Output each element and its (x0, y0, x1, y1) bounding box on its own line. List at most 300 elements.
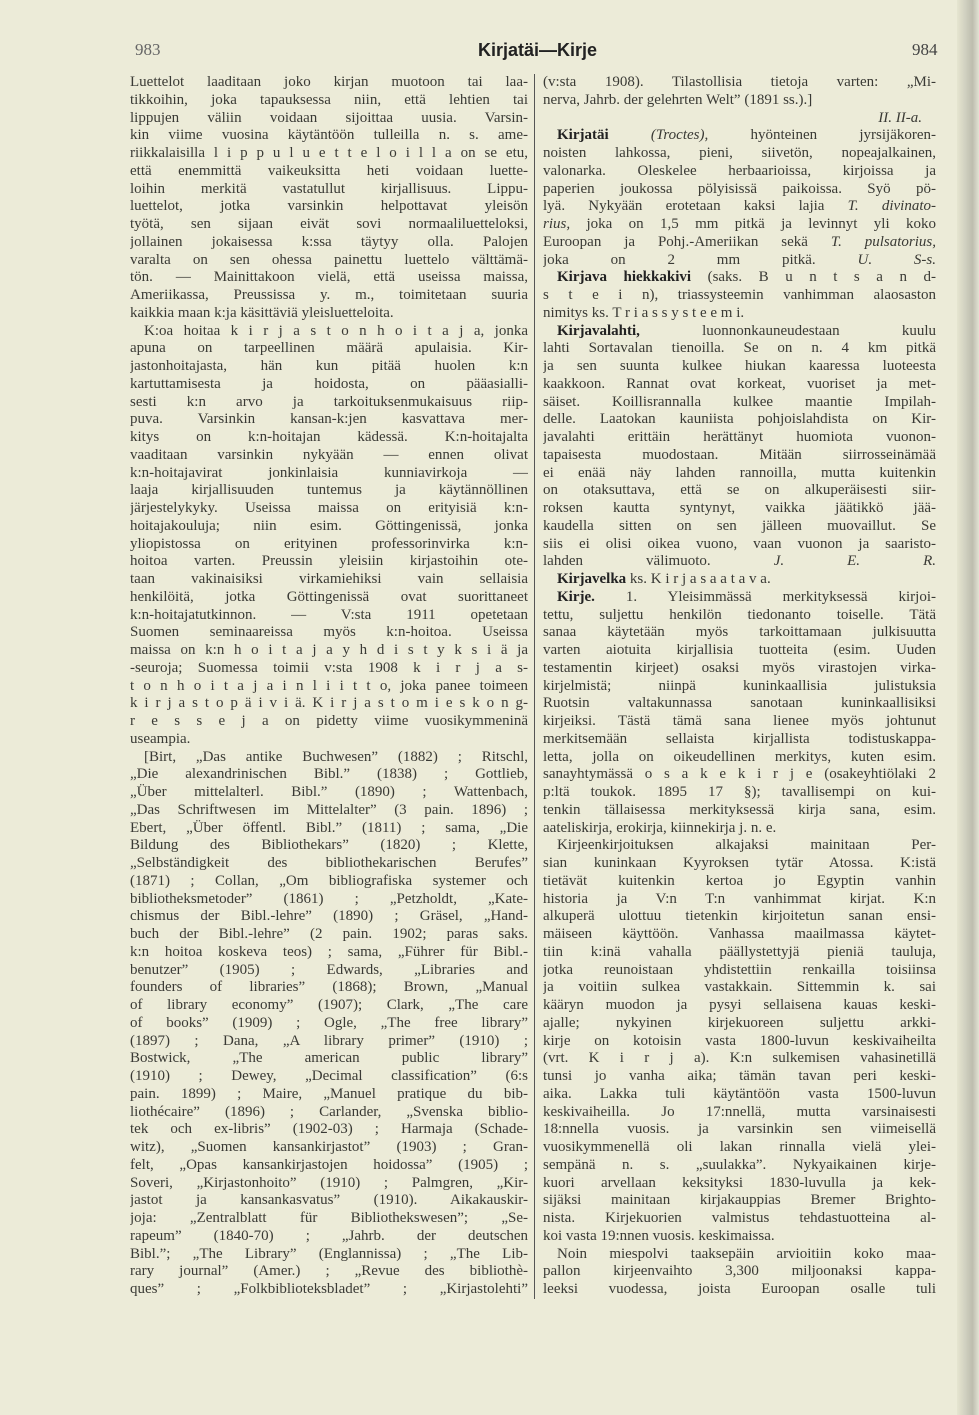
text-segment: Bostwick, „The american public library” (130, 1050, 528, 1067)
text-line (130, 962, 528, 980)
text-segment: noisten lahkossa, pieni, siivetön, nopeajalkainen, (543, 145, 936, 161)
text-segment: (1910) ; Dewey, „Decimal classification” (6:s (130, 1068, 528, 1084)
text-line (543, 873, 936, 891)
text-segment: ks. K i r j a s a a t a v a. (626, 571, 771, 587)
text-line (130, 1015, 528, 1033)
text-segment: tiin k:inä vahalla päällystettyjä pieniä tauluja, (543, 943, 936, 960)
text-line (130, 1086, 528, 1104)
text-line (130, 500, 528, 518)
text-segment: nimitys ks. T r i a s s y s t e e m i. (543, 304, 745, 321)
text-segment: kin viime vuosina käytäntöön tulleilla n. s. ame- (130, 127, 528, 144)
author-signature: J. E. R. (773, 553, 936, 570)
text-line (543, 394, 936, 412)
text-line (543, 500, 936, 518)
text-segment: yliopistossa on erityinen professorinvirka k:n- (130, 535, 528, 552)
text-segment: t o n h o i t a j a i n l i i t t o, joka panee toimeen (130, 677, 528, 694)
text-segment: sempänä n. s. „suulakka”. Nykyaikainen kirje- (543, 1156, 936, 1173)
text-segment: tunsi jo vanha aika; tämän tavan peri keski- (543, 1068, 936, 1084)
text-segment: kaudella sitten on sen jälleen muovaillut. Se (543, 517, 936, 534)
text-line (543, 269, 936, 287)
text-line (130, 678, 528, 696)
running-title: Kirjatäi—Kirje (478, 40, 598, 60)
text-line (543, 695, 936, 713)
text-line (130, 536, 528, 554)
text-line (130, 429, 528, 447)
text-segment: Luettelot laaditaan joko kirjan muotoon tai laa- (130, 74, 528, 90)
text-line (130, 1139, 528, 1157)
text-segment: „Das Schriftwesen im Mittelalter” (3 pain. 1896) ; (130, 801, 528, 818)
text-segment: lippujen väliin voidaan sijoittaa uusia. Varsin- (130, 109, 528, 126)
text-line (543, 837, 936, 855)
text-line (130, 1246, 528, 1264)
text-line (543, 766, 936, 784)
text-line (543, 411, 936, 429)
right-column (543, 74, 936, 1299)
text-line (543, 997, 936, 1015)
entry-headword: Kirjavelka (557, 571, 627, 587)
text-line (130, 1104, 528, 1122)
text-segment: siis ei olisi oikea vuono, vaan vuonon ja saaristo- (543, 535, 936, 552)
text-segment: taan vakinaisiksi virkamiehiksi vain sellaisia (130, 571, 528, 587)
text-segment: koi vasta 19:nnen vuosis. keskimaissa. (543, 1227, 775, 1244)
text-line (543, 607, 936, 625)
text-line (543, 358, 936, 376)
text-segment: mäiseen käyttöön. Vanhassa maailmassa käytet- (543, 926, 936, 942)
text-segment: tön. — Mainittakoon vielä, että useissa maissa, (130, 269, 528, 286)
text-line (543, 820, 936, 838)
text-segment: Kirjeenkirjoituksen alkajaksi mainitaan Per- (557, 837, 936, 854)
text-line (543, 145, 936, 163)
text-segment: rary journal” (Amer.) ; „Revue des bibliothè- (130, 1263, 528, 1280)
text-segment: liothécaire” (1896) ; Carlander, „Svenska biblio- (130, 1103, 528, 1120)
text-line (130, 1192, 528, 1210)
text-line (543, 376, 936, 394)
paragraph (543, 127, 936, 269)
text-segment: joka on 2 mm pitkä. (543, 251, 816, 268)
page-edge-shadow (957, 0, 979, 1415)
text-line (543, 465, 936, 483)
text-line (130, 891, 528, 909)
text-line (130, 784, 528, 802)
text-segment: hoitajakouluja; niin esim. Göttingenissä, jonka (130, 517, 528, 534)
text-segment: valonarka. Oleskelee herbaarioissa, kirjoissa ja (543, 162, 936, 179)
text-line (543, 1015, 936, 1033)
text-line (543, 1210, 936, 1228)
text-segment: kaakkoon. Rannat ovat korkeat, vuoriset ja met- (543, 375, 936, 392)
text-segment: ja sen suunta kulkee hiukan kaaressa luoteesta (543, 358, 936, 374)
text-line (543, 74, 936, 92)
text-segment: puva. Varsinkin kansan-k:jen kasvattava mer- (130, 411, 528, 428)
text-segment: alkuperä ulottuu tietenkin kirjoitetun sanan ensi- (543, 908, 936, 925)
text-line (543, 962, 936, 980)
text-segment: apuna on tarpeellinen määrä apulaisia. Kir- (130, 340, 528, 357)
text-segment: 1. Yleisimmässä merkityksessä kirjoi- (594, 588, 936, 605)
text-line (543, 855, 936, 873)
text-line (130, 1210, 528, 1228)
text-segment: sesti k:n arvo ja tarkoituksenmukaisuus riip- (130, 393, 528, 410)
text-segment: bibliotheksmetoder” (1861) ; „Petzholdt, „Kate- (130, 890, 528, 907)
text-line (130, 323, 528, 341)
text-line (543, 518, 936, 536)
text-line (130, 660, 528, 678)
text-segment: Soveri, „Kirjastonhoito” (1910) ; Palmgren, „Kir- (130, 1174, 528, 1191)
text-line (543, 589, 936, 607)
text-line (130, 607, 528, 625)
text-line (130, 944, 528, 962)
italic-text: T. divinato- (847, 198, 936, 215)
text-line (130, 127, 528, 145)
text-line (543, 482, 936, 500)
text-segment: Ebert, „Über öffentl. Bibl.” (1811) ; sama, „Die (130, 819, 528, 836)
text-line (130, 766, 528, 784)
text-segment: kirjelmistä; niinpä kuninkaallisia julistuksia (543, 677, 936, 694)
text-segment: kuori arvellaan keksityksi 1830-luvulla ja kek- (543, 1174, 936, 1191)
text-segment: työtä, sen sijaan eivät sovi normaaliluetteloksi, (130, 216, 528, 232)
text-segment: k i r j a s t o p ä i v i ä. K i r j a s t o m i e s k o n g- (130, 695, 528, 712)
text-segment: riikkalaisilla l i p p u l u e t t e l o i l l a on se etu, (130, 145, 528, 161)
text-line (130, 695, 528, 713)
text-segment: Ameriikassa, Preussissa y. m., toimitetaan suuria (130, 287, 528, 303)
text-line (130, 1068, 528, 1086)
text-line (130, 1281, 528, 1299)
text-line (130, 305, 528, 323)
text-line (543, 660, 936, 678)
text-segment: rapeum” (1840-70) ; „Jahrb. der deutschen (130, 1227, 528, 1244)
text-segment: pallon kirjeenvaihto 3,300 miljoonaksi kappa- (543, 1263, 936, 1280)
text-line (130, 1121, 528, 1139)
text-segment: letta, jolla on oikeudellinen merkitys, kuten esim. (543, 748, 936, 765)
text-line (543, 553, 936, 571)
text-line (543, 944, 936, 962)
text-segment: loihin merkitä vastatullut kirjallisuus. Lippu- (130, 180, 528, 197)
text-line (130, 908, 528, 926)
text-line (543, 1033, 936, 1051)
text-line (543, 1263, 936, 1281)
text-line (130, 447, 528, 465)
text-segment: sanayhtymässä o s a k e k i r j e (osakeyhtiölaki 2 (543, 766, 936, 783)
author-signature: U. S-s. (857, 251, 936, 268)
text-segment (609, 127, 651, 143)
text-line (543, 1121, 936, 1139)
text-line (543, 234, 936, 252)
text-segment: sijäksi mainitaan kirjakauppias Bremer Brighto- (543, 1192, 936, 1209)
text-line (543, 252, 936, 270)
paragraph (543, 269, 936, 322)
text-line (543, 1281, 936, 1299)
text-line (130, 394, 528, 412)
text-segment: hoitoa varten. Preussin yleisiin kirjastoihin ote- (130, 553, 528, 570)
text-segment: jastot ja kansankasvatus” (1910). Aikakauskir- (130, 1192, 528, 1209)
text-line (130, 1175, 528, 1193)
text-segment: luettelot, jotka varsinkin helpottavat yleisön (130, 198, 528, 215)
text-line (543, 784, 936, 802)
text-line (130, 713, 528, 731)
text-segment: säiset. Koillisrannalla kulkee maantie Impilah- (543, 393, 936, 410)
text-line (130, 74, 528, 92)
text-line (130, 997, 528, 1015)
text-segment: jollainen jokaisessa k:ssa täytyy olla. Palojen (130, 233, 528, 250)
text-segment: kirjeiksi. Tästä tämä sana lienee myös johtunut (543, 713, 936, 729)
text-segment: ajalle; nykyinen kirjekuoreen suljettu arkki- (543, 1014, 936, 1031)
text-segment: pain. 1899) ; Maire, „Manuel pratique du bib- (130, 1085, 528, 1102)
text-segment: aika. Lakka tuli käytäntöön vasta 1500-luvun (543, 1085, 936, 1102)
text-segment: roksen kautta syntynyt, vaikka jäätikkö jää- (543, 500, 936, 516)
text-line (543, 749, 936, 767)
text-segment: 18:nnella vuosis. ja varsinkin sen viimeisellä (543, 1121, 936, 1138)
text-segment: Bildung des Bibliothekars” (1820) ; Klette, (130, 837, 528, 854)
text-line (130, 1033, 528, 1051)
author-signature: II. II-a. (878, 109, 922, 126)
text-segment: nerva, Jahrb. der gelehrten Welt” (1891 ss.).] (543, 91, 813, 108)
text-segment: kirje on kotoisin vasta 1800-luvun keskivaiheilta (543, 1032, 936, 1049)
text-segment: vaaditaan varsinkin nykyään — ennen olivat (130, 446, 528, 463)
text-line (130, 1263, 528, 1281)
text-segment: p:ltä toukok. 1895 17 §); tavallisempi on kui- (543, 784, 936, 800)
text-segment: aateliskirja, erokirja, kiinnekirja j. n. e. (543, 819, 777, 836)
text-line (543, 1086, 936, 1104)
text-line (130, 252, 528, 270)
text-segment: (1871) ; Collan, „Om bibliografiska systemer och (130, 872, 528, 889)
text-segment: useampia. (130, 730, 191, 747)
text-segment: (saks. B u n t s a n d- (691, 269, 936, 286)
text-line (543, 92, 936, 110)
text-line (543, 1246, 936, 1264)
entry-headword: Kirjavalahti, (557, 322, 640, 339)
text-segment: joja: „Zentralblatt für Bibliothekswesen”; „Se- (130, 1210, 528, 1226)
text-segment: buch der Bibl.-lehre” (2 pain. 1902; paras saks. (130, 926, 528, 942)
text-line (543, 908, 936, 926)
text-line (130, 287, 528, 305)
text-line (130, 749, 528, 767)
text-line (543, 571, 936, 589)
text-segment: felt, „Opas kansankirjastojen hoidossa” (1905) ; (130, 1156, 528, 1173)
text-segment: witz), „Suomen kansankirjastot” (1903) ; Gran- (130, 1139, 528, 1155)
left-column (130, 74, 528, 1299)
text-segment: chismus der Bibl.-lehre” (1890) ; Gräsel, „Hand- (130, 908, 528, 925)
text-segment: „Selbständigkeit des bibliothekarischen Berufes” (130, 855, 528, 871)
text-line (130, 340, 528, 358)
text-line (130, 855, 528, 873)
text-segment: Bibl.”; „The Library” (Englannissa) ; „The Lib- (130, 1245, 528, 1262)
text-segment: ja voitiin sulkea vastakkain. Sittemmin k. sai (543, 979, 936, 996)
text-line (543, 1104, 936, 1122)
text-line (543, 1139, 936, 1157)
page-number-left: 983 (135, 40, 161, 59)
text-segment: r e s s e j a on pidetty viime vuosikymmeninä (130, 713, 528, 729)
text-line (130, 1228, 528, 1246)
text-segment: k:n-hoitajavirat jonkinlaisia kunniavirkoja — (130, 464, 528, 481)
text-line (130, 358, 528, 376)
text-segment: (vrt. K i r j a). K:n sulkemisen vahasinetillä (543, 1050, 936, 1067)
paragraph (543, 1246, 936, 1299)
text-segment: leeksi vuodessa, joista Euroopan osalle tuli (543, 1281, 936, 1297)
text-line (130, 802, 528, 820)
text-segment: K:oa hoitaa k i r j a s t o n h o i t a j a, jonka (144, 322, 528, 339)
text-segment: sian kuninkaan Kyyroksen tytär Atossa. K:istä (543, 855, 936, 871)
text-segment: „Über mittelalterl. Bibl.” (1890) ; Wattenbach, (130, 784, 528, 800)
text-line (543, 979, 936, 997)
text-line (130, 411, 528, 429)
text-segment: of library economy” (1907); Clark, „The care (130, 997, 528, 1013)
text-segment: lyä. Nykyään erotetaan kaksi lajia (543, 198, 848, 215)
text-line (543, 713, 936, 731)
text-line (130, 269, 528, 287)
text-line (543, 216, 936, 234)
text-line (130, 553, 528, 571)
text-line (543, 802, 936, 820)
text-line (130, 589, 528, 607)
text-line (543, 323, 936, 341)
text-segment: laaja kirjallisuuden tuntemus ja käytännöllinen (130, 482, 528, 499)
text-segment: joka on 1,5 mm pitkä ja levinnyt yli koko (570, 216, 936, 232)
text-segment: founders of libraries” (1868); Brown, „Manual (130, 979, 528, 996)
text-line (130, 731, 528, 749)
text-segment: kääryn muodon ja pysyi sellaisena kauas keski- (543, 997, 936, 1013)
paragraph (543, 837, 936, 1245)
text-line (543, 127, 936, 145)
text-segment: (v:sta 1908). Tilastollisia tietoja varten: „Mi- (543, 74, 936, 90)
text-segment: jastonhoitajasta, hän kun pitää huolen k:n (130, 358, 528, 374)
text-segment: tietävät kuitenkin kertoa jo Egyptin vanhin (543, 872, 936, 889)
text-segment: testamentin kirjeet) osaksi myös virastojen virka- (543, 659, 936, 676)
text-segment: luonnonkauneudestaan kuulu (639, 322, 936, 339)
paragraph (543, 589, 936, 838)
text-segment: tikkoihin, joka tapauksessa niin, että lehtien tai (130, 91, 528, 108)
text-line (130, 376, 528, 394)
text-segment: k:n-hoitajatutkinnon. — V:sta 1911 opetetaan (130, 606, 528, 623)
text-line (130, 642, 528, 660)
text-line (543, 287, 936, 305)
text-segment: nista. Kirjekuorien valmistus tehdastuotteina al- (543, 1210, 936, 1226)
text-line (130, 110, 528, 128)
text-line (130, 465, 528, 483)
entry-headword: Kirjava hiekkakivi (557, 269, 692, 286)
text-line (130, 571, 528, 589)
text-segment: sanaa käytetään myös tarkoittamaan julkisuutta (543, 624, 936, 641)
text-segment: hyönteinen jyrsijäkoren- (708, 127, 936, 144)
text-segment: keskivaiheilla. Jo 17:nnellä, mutta varsinaisesti (543, 1103, 936, 1120)
text-segment: of books” (1909) ; Ogle, „The free library” (130, 1014, 528, 1031)
text-line (543, 198, 936, 216)
text-line (543, 1228, 936, 1246)
text-segment: että enemmittä vaikeuksitta heti voidaan luette- (130, 162, 528, 179)
text-line (130, 216, 528, 234)
text-segment: k:n hoitoa koskeva teos) ; sama, „Führer für Bibl.- (130, 943, 528, 960)
text-segment: -seuroja; Suomessa toimii v:sta 1908 k i r j a s- (130, 659, 528, 676)
text-line (543, 926, 936, 944)
text-segment: ques” ; „Folkbiblioteksbladet” ; „Kirjastolehti” (130, 1281, 528, 1297)
paragraph (130, 74, 528, 323)
text-line (543, 1192, 936, 1210)
text-segment: „Die alexandrinischen Bibl.” (1838) ; Gottlieb, (130, 766, 528, 783)
text-segment: jotka reunoistaan yhdistettiin renkailla toisiinsa (543, 961, 936, 978)
text-line (543, 1050, 936, 1068)
text-segment: delle. Laatokan kauniista pohjoislahdista on Kir- (543, 411, 936, 428)
paragraph (543, 323, 936, 572)
text-segment: kitys on k:n-hoitajan kädessä. K:n-hoitajalta (130, 429, 528, 445)
text-line (130, 820, 528, 838)
text-segment: Euroopan ja Pohj.-Ameriikan sekä (543, 233, 831, 250)
text-line (130, 145, 528, 163)
text-line (543, 642, 936, 660)
text-segment: kartuttamisesta ja hoidosta, on pääasialli- (130, 375, 528, 392)
text-segment: lahti Sortavalan tienoilla. Se on n. 4 km pitkä (543, 340, 936, 357)
paragraph (130, 749, 528, 1299)
text-segment: historia ja V:n T:n vanhimmat kirjat. K:n (543, 890, 936, 907)
text-line (130, 482, 528, 500)
text-segment: [Birt, „Das antike Buchwesen” (1882) ; Ritschl, (144, 748, 528, 765)
text-line (543, 624, 936, 642)
text-segment: on otaksuttava, että se on alkuperäisesti siir- (543, 482, 936, 499)
text-line (130, 92, 528, 110)
text-segment: paperien joukossa pölyisissä paikoissa. Syö pö- (543, 180, 936, 197)
text-segment: lahden välimuoto. (543, 553, 711, 570)
text-segment: tek och ex-libris” (1902-03) ; Harmaja (Schade- (130, 1121, 528, 1138)
text-line (130, 163, 528, 181)
paragraph (543, 571, 936, 589)
text-line (543, 678, 936, 696)
text-line (130, 873, 528, 891)
text-line (130, 234, 528, 252)
text-line (543, 447, 936, 465)
text-line (543, 536, 936, 554)
text-segment: (1897) ; Dana, „A library primer” (1910) ; (130, 1032, 528, 1049)
paragraph (543, 74, 936, 110)
text-line (130, 979, 528, 997)
text-line (130, 181, 528, 199)
text-segment: vuosikymmenellä oli lakan rinnalla vielä ylei- (543, 1139, 936, 1155)
paragraph (130, 323, 528, 749)
text-line (130, 837, 528, 855)
page-number-right: 984 (912, 40, 938, 59)
text-segment: s t e i n), triassysteemin vanhimman alaosaston (543, 287, 936, 303)
text-segment: henkilöitä, jotka Göttingenissä ovat suorittaneet (130, 588, 528, 605)
text-line (543, 1157, 936, 1175)
text-line (543, 181, 936, 199)
text-line (543, 163, 936, 181)
text-line (130, 1157, 528, 1175)
text-line (543, 731, 936, 749)
text-segment: Ruotsin valtakunnassa sanotaan kuninkaallisiksi (543, 695, 936, 712)
text-line (130, 198, 528, 216)
text-segment: benutzer” (1905) ; Edwards, „Libraries and (130, 961, 528, 978)
text-segment: tettu, suljettu henkilön tiedonanto toiselle. Tätä (543, 606, 936, 623)
entry-headword: Kirjatäi (557, 127, 609, 144)
text-segment: ei enää näy lahden rannoilla, mutta kuitenkin (543, 464, 936, 481)
text-line (543, 891, 936, 909)
text-line (543, 305, 936, 323)
text-segment: javalahti erittäin herättänyt huomiota vuonon- (543, 429, 936, 445)
text-line (130, 926, 528, 944)
text-segment: merkitsemään sellaista kirjallista todistuskappa- (543, 730, 936, 747)
column-divider (534, 74, 535, 1299)
text-line (543, 340, 936, 358)
text-segment: tenkin tällaisessa merkityksessä kirja sana, esim. (543, 801, 936, 818)
text-line (543, 429, 936, 447)
text-segment: maissa on k:n h o i t a j a y h d i s t y k s i ä ja (130, 642, 528, 658)
entry-headword: Kirje. (557, 588, 595, 605)
text-segment: Suomen seminaareissa myös k:n-hoitoa. Useissa (130, 624, 528, 641)
text-line (130, 624, 528, 642)
text-segment: tapaisesta muodostaan. Mitään siirrosseinämää (543, 446, 936, 463)
text-segment: varalta on sen ohessa painettu luettelo välttämä- (130, 251, 528, 268)
text-line (130, 518, 528, 536)
italic-text: T. pulsatorius, (830, 233, 936, 250)
text-segment: varten aiotuita kirjallisia tuotteita (esim. Uuden (543, 642, 936, 658)
text-line (130, 1050, 528, 1068)
text-line (543, 1175, 936, 1193)
text-segment: kaikkia maan k:ja käsittäviä yleisluetteloita. (130, 304, 394, 321)
